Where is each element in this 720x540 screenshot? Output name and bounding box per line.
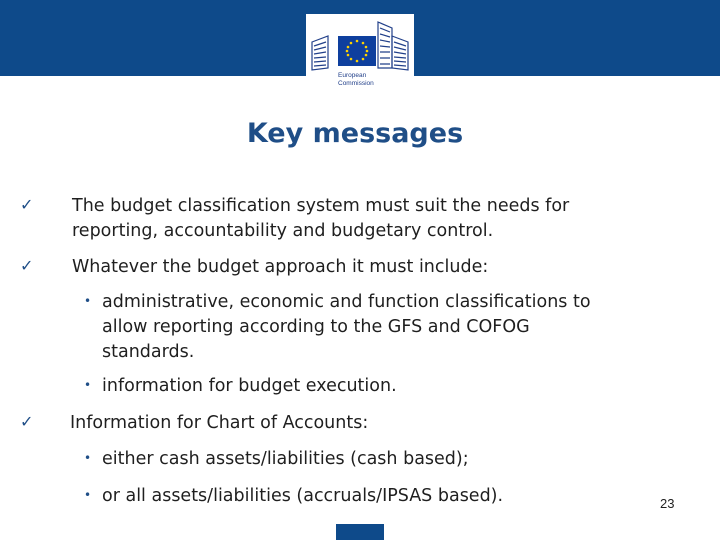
logo-text-line2: Commission [338, 80, 374, 87]
footer-bar [336, 524, 384, 540]
subbullet-a1-line2: allow reporting according to the GFS and COFOG [102, 317, 530, 337]
check-icon: ✓ [20, 195, 34, 214]
bullet-dot-icon: • [84, 378, 92, 392]
slide-title-text: Key messages [246, 118, 464, 149]
bullet-dot-icon: • [84, 451, 92, 465]
check-icon: ✓ [20, 256, 34, 275]
european-commission-logo [306, 14, 414, 100]
page-number: 23 [660, 496, 675, 511]
bullet-2-line1: Whatever the budget approach it must include: [72, 257, 489, 277]
subbullet-b1-line1: either cash assets/liabilities (cash based); [102, 449, 469, 469]
bullet-dot-icon: • [84, 488, 92, 502]
subbullet-b2-line1: or all assets/liabilities (accruals/IPSAS based). [102, 486, 504, 506]
bullet-1-line1: The budget classification system must suit the needs for [72, 196, 570, 216]
subbullet-a1-line1: administrative, economic and function classifications to [102, 292, 591, 312]
subbullet-a2-line1: information for budget execution. [102, 376, 397, 396]
logo-text-line1: European [338, 72, 367, 79]
subbullet-a1-line3: standards. [102, 342, 195, 362]
slide-title [0, 118, 710, 149]
bullet-1-line2: reporting, accountability and budgetary control. [72, 221, 494, 241]
bullet-dot-icon: • [84, 294, 92, 308]
check-icon: ✓ [20, 412, 34, 431]
bullet-3-line1: Information for Chart of Accounts: [70, 413, 369, 433]
